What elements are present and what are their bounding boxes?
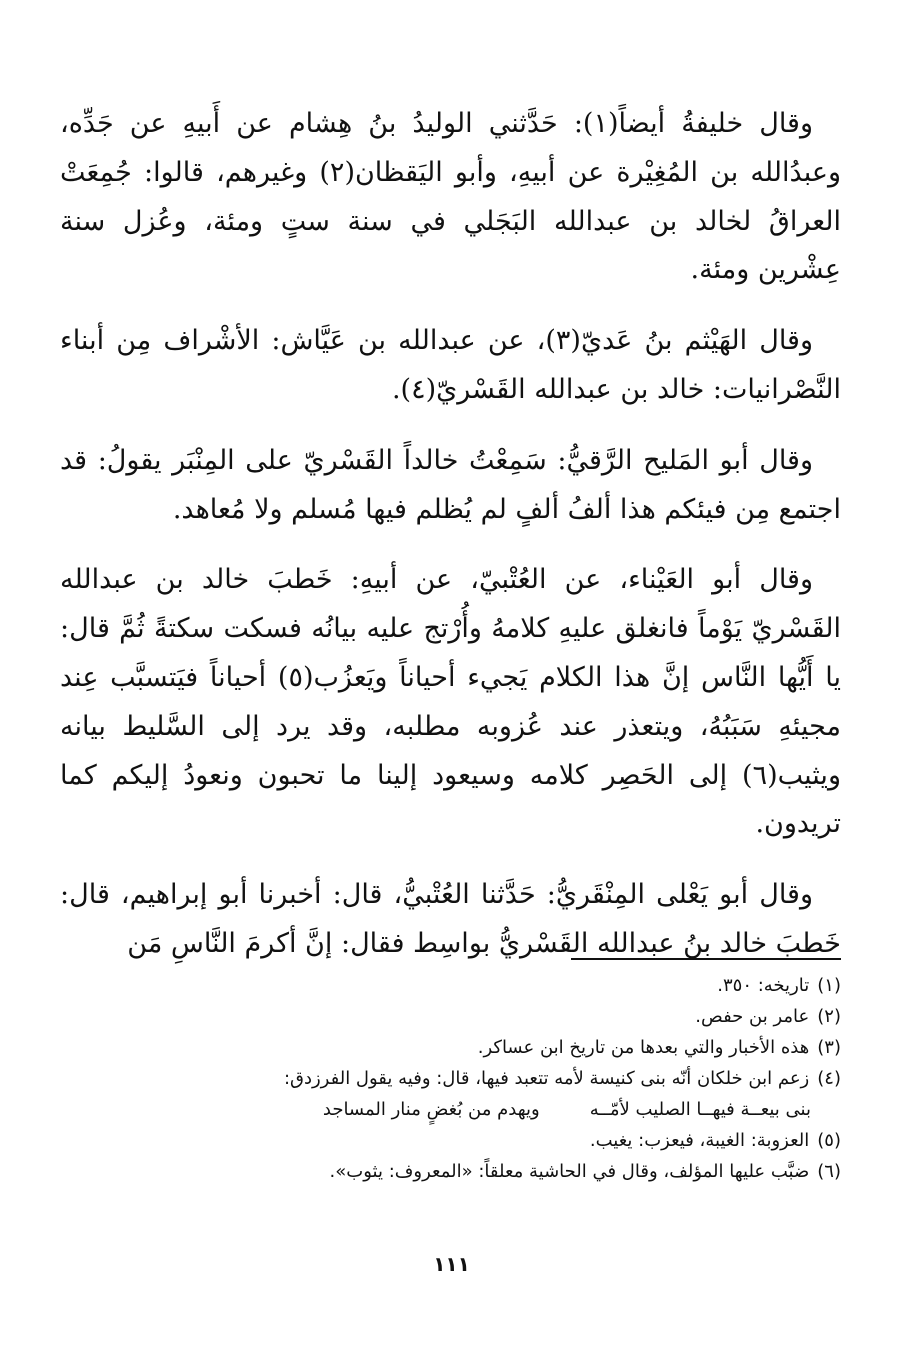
paragraph: وقال أبو العَيْناء، عن العُتْبيّ، عن أبيهِ: خَطبَ خالد بن عبدالله القَسْريّ يَوْماً فانغلق عليهِ كلامهُ وأُرْتج عليه بيانُه فسكت سكتةً ثُمَّ قال: يا أَيُّها النَّاس إنَّ هذا الكلام يَجيء أحياناً ويَعزُب(٥) أحياناً فيَتسبَّب عِند مجيئهِ سَبَبُهُ، ويتعذر عند عُزوبه مطلبه، وقد يرد إلى السَّليط بيانه ويثيب(٦) إلى الحَصِر كلامه وسيعود إلينا ما تحبون ونعودُ إليكم كما تريدون. [60,564,841,840]
paragraph: وقال أبو يَعْلى المِنْقَريُّ: حَدَّثنا العُتْبيُّ، قال: أخبرنا أبو إبراهيم، قال: خَطبَ خالد بنُ عبدالله القَسْريُّ بواسِط فقال: إنَّ أكرمَ النَّاسِ مَن [60,879,841,959]
footnote-item [60,1156,841,1187]
footnote-text: تاريخه: ٣٥٠. [717,975,810,996]
footnote-item [60,1125,841,1156]
paragraph: وقال الهَيْثم بنُ عَديّ(٣)، عن عبدالله بن عَيَّاش: الأشْراف مِن أبناء النَّصْرانيات: خالد بن عبدالله القَسْريّ(٤). [60,325,841,405]
verse-second-hemistich: ويهدم من بُغضٍ منار المساجد [322,1099,540,1120]
verse-first-hemistich: بنى بيعــة فيهــا الصليب لأمّــه [589,1099,811,1120]
footnote-number: (٤) [817,1068,841,1089]
footnote-item [60,970,841,1001]
page-number: ١١١ [433,1252,470,1276]
footnote-text: عامر بن حفص. [695,1006,810,1027]
footnote-separator [571,958,841,960]
main-text [60,100,841,969]
footnote-number: (٦) [817,1161,841,1182]
footnote-number: (١) [817,975,841,996]
paragraph: وقال خليفةُ أيضاً(١): حَدَّثني الوليدُ بنُ هِشام عن أَبيهِ عن جَدِّه، وعبدُالله بن المُغِيْرة عن أبيهِ، وأبو اليَقظان(٢) وغيرهم، قالوا: جُمِعَتْ العراقُ لخالد بن عبدالله البَجَلي في سنة ستٍ ومئة، وعُزل سنة عِشْرين ومئة. [60,108,841,286]
footnote-number: (٢) [817,1006,841,1027]
footnote-number: (٥) [817,1130,841,1151]
footnote-item [60,1032,841,1063]
paragraph: وقال أبو المَليح الرَّقيُّ: سَمِعْتُ خالداً القَسْريّ على المِنْبَر يقولُ: قد اجتمع مِن فيئكم هذا ألفُ ألفٍ لم يُظلم فيها مُسلم ولا مُعاهد. [60,444,841,525]
poetry-verse [60,1094,841,1125]
footnote-number: (٣) [817,1037,841,1058]
footnote-item [60,1063,841,1094]
footnote-text: العزوبة: الغيبة، فيعزب: يغيب. [589,1130,810,1151]
footnote-text: ضبَّب عليها المؤلف، وقال في الحاشية معلقاً: «المعروف: يثوب». [329,1161,810,1182]
footnote-text: زعم ابن خلكان أنّه بنى كنيسة لأمه تتعبد فيها، قال: وفيه يقول الفرزدق: [283,1068,810,1089]
footnote-text: هذه الأخبار والتي بعدها من تاريخ ابن عساكر. [477,1037,810,1058]
footnote-item [60,1001,841,1032]
footnotes [60,970,841,1187]
